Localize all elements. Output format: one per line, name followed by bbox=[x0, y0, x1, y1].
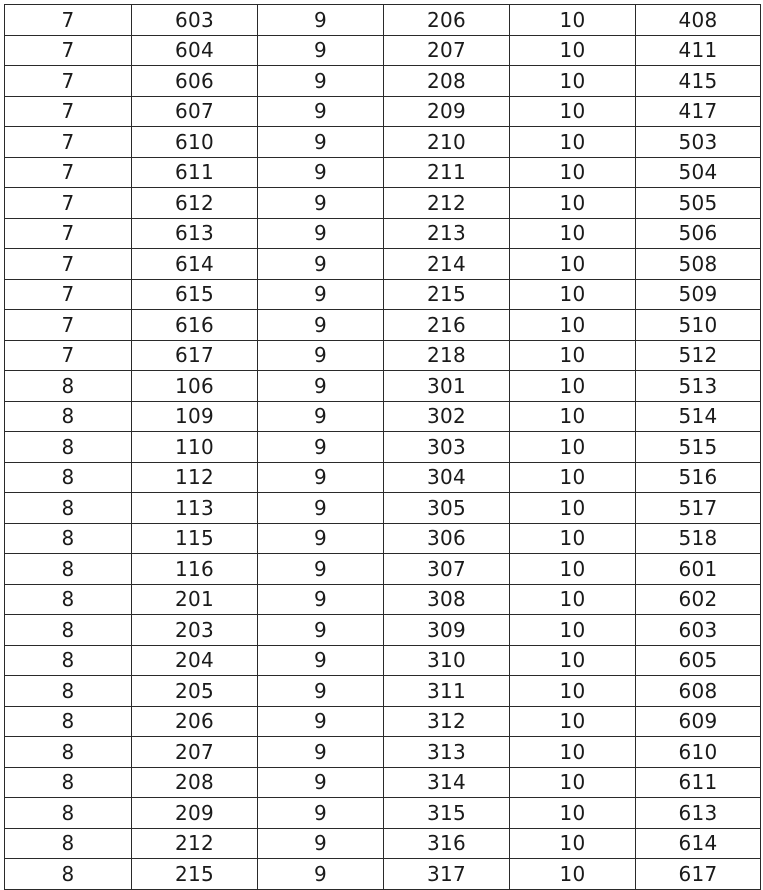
table-cell: 9 bbox=[258, 371, 384, 402]
table-cell: 510 bbox=[636, 310, 761, 341]
table-cell: 212 bbox=[384, 188, 510, 219]
table-row bbox=[5, 96, 761, 127]
table-cell: 10 bbox=[510, 66, 636, 97]
table-cell: 8 bbox=[5, 615, 132, 646]
table-cell: 10 bbox=[510, 310, 636, 341]
table-cell: 613 bbox=[636, 798, 761, 829]
table-row bbox=[5, 798, 761, 829]
table-row bbox=[5, 676, 761, 707]
table-cell: 8 bbox=[5, 462, 132, 493]
table-cell: 10 bbox=[510, 767, 636, 798]
table-cell: 504 bbox=[636, 157, 761, 188]
table-row bbox=[5, 66, 761, 97]
table-cell: 203 bbox=[132, 615, 258, 646]
table-cell: 609 bbox=[636, 706, 761, 737]
table-row bbox=[5, 401, 761, 432]
table-cell: 308 bbox=[384, 584, 510, 615]
table-cell: 208 bbox=[384, 66, 510, 97]
table-cell: 10 bbox=[510, 96, 636, 127]
table-cell: 201 bbox=[132, 584, 258, 615]
table-cell: 601 bbox=[636, 554, 761, 585]
table-cell: 611 bbox=[636, 767, 761, 798]
table-cell: 10 bbox=[510, 340, 636, 371]
table-cell: 518 bbox=[636, 523, 761, 554]
table-cell: 10 bbox=[510, 371, 636, 402]
table-row bbox=[5, 737, 761, 768]
table-cell: 7 bbox=[5, 96, 132, 127]
table-cell: 10 bbox=[510, 737, 636, 768]
table-row bbox=[5, 127, 761, 158]
table-cell: 218 bbox=[384, 340, 510, 371]
table-cell: 603 bbox=[132, 5, 258, 36]
table-cell: 7 bbox=[5, 188, 132, 219]
table-cell: 9 bbox=[258, 401, 384, 432]
table-cell: 9 bbox=[258, 66, 384, 97]
table-cell: 8 bbox=[5, 828, 132, 859]
table-cell: 9 bbox=[258, 676, 384, 707]
table-cell: 513 bbox=[636, 371, 761, 402]
table-cell: 112 bbox=[132, 462, 258, 493]
table-cell: 505 bbox=[636, 188, 761, 219]
table-cell: 7 bbox=[5, 279, 132, 310]
table-cell: 315 bbox=[384, 798, 510, 829]
data-table-container bbox=[4, 4, 760, 886]
table-cell: 216 bbox=[384, 310, 510, 341]
table-cell: 310 bbox=[384, 645, 510, 676]
table-cell: 9 bbox=[258, 523, 384, 554]
table-row bbox=[5, 218, 761, 249]
table-cell: 210 bbox=[384, 127, 510, 158]
table-cell: 208 bbox=[132, 767, 258, 798]
table-cell: 8 bbox=[5, 859, 132, 890]
table-cell: 303 bbox=[384, 432, 510, 463]
table-cell: 613 bbox=[132, 218, 258, 249]
table-cell: 9 bbox=[258, 462, 384, 493]
table-cell: 10 bbox=[510, 35, 636, 66]
table-cell: 209 bbox=[384, 96, 510, 127]
table-cell: 9 bbox=[258, 859, 384, 890]
table-cell: 9 bbox=[258, 157, 384, 188]
table-cell: 517 bbox=[636, 493, 761, 524]
table-cell: 606 bbox=[132, 66, 258, 97]
table-cell: 614 bbox=[132, 249, 258, 280]
table-row bbox=[5, 340, 761, 371]
table-cell: 314 bbox=[384, 767, 510, 798]
table-cell: 9 bbox=[258, 645, 384, 676]
table-cell: 411 bbox=[636, 35, 761, 66]
table-cell: 603 bbox=[636, 615, 761, 646]
table-cell: 10 bbox=[510, 432, 636, 463]
table-cell: 10 bbox=[510, 584, 636, 615]
table-cell: 10 bbox=[510, 249, 636, 280]
table-row bbox=[5, 554, 761, 585]
table-cell: 506 bbox=[636, 218, 761, 249]
table-cell: 610 bbox=[132, 127, 258, 158]
table-cell: 10 bbox=[510, 523, 636, 554]
table-cell: 10 bbox=[510, 188, 636, 219]
table-cell: 9 bbox=[258, 5, 384, 36]
table-cell: 10 bbox=[510, 645, 636, 676]
table-cell: 113 bbox=[132, 493, 258, 524]
table-cell: 9 bbox=[258, 249, 384, 280]
table-cell: 312 bbox=[384, 706, 510, 737]
table-cell: 9 bbox=[258, 310, 384, 341]
table-cell: 213 bbox=[384, 218, 510, 249]
table-cell: 7 bbox=[5, 5, 132, 36]
table-cell: 207 bbox=[132, 737, 258, 768]
table-cell: 305 bbox=[384, 493, 510, 524]
table-cell: 8 bbox=[5, 645, 132, 676]
table-row bbox=[5, 584, 761, 615]
table-cell: 7 bbox=[5, 127, 132, 158]
table-cell: 304 bbox=[384, 462, 510, 493]
table-cell: 7 bbox=[5, 249, 132, 280]
table-cell: 8 bbox=[5, 554, 132, 585]
table-cell: 7 bbox=[5, 35, 132, 66]
table-cell: 206 bbox=[132, 706, 258, 737]
table-cell: 207 bbox=[384, 35, 510, 66]
table-cell: 608 bbox=[636, 676, 761, 707]
table-cell: 614 bbox=[636, 828, 761, 859]
table-cell: 8 bbox=[5, 706, 132, 737]
table-row bbox=[5, 5, 761, 36]
table-cell: 206 bbox=[384, 5, 510, 36]
table-cell: 9 bbox=[258, 127, 384, 158]
table-cell: 7 bbox=[5, 310, 132, 341]
table-cell: 8 bbox=[5, 432, 132, 463]
table-cell: 417 bbox=[636, 96, 761, 127]
table-cell: 9 bbox=[258, 706, 384, 737]
table-cell: 9 bbox=[258, 96, 384, 127]
table-cell: 9 bbox=[258, 218, 384, 249]
table-cell: 602 bbox=[636, 584, 761, 615]
table-cell: 10 bbox=[510, 5, 636, 36]
table-cell: 301 bbox=[384, 371, 510, 402]
table-cell: 313 bbox=[384, 737, 510, 768]
data-table bbox=[4, 4, 761, 890]
table-cell: 8 bbox=[5, 401, 132, 432]
table-row bbox=[5, 157, 761, 188]
table-cell: 205 bbox=[132, 676, 258, 707]
table-cell: 415 bbox=[636, 66, 761, 97]
table-cell: 7 bbox=[5, 340, 132, 371]
table-cell: 7 bbox=[5, 218, 132, 249]
table-cell: 10 bbox=[510, 157, 636, 188]
table-row bbox=[5, 310, 761, 341]
table-cell: 9 bbox=[258, 432, 384, 463]
table-cell: 617 bbox=[132, 340, 258, 371]
table-cell: 9 bbox=[258, 828, 384, 859]
table-cell: 8 bbox=[5, 584, 132, 615]
table-cell: 212 bbox=[132, 828, 258, 859]
table-cell: 7 bbox=[5, 66, 132, 97]
table-row bbox=[5, 249, 761, 280]
table-cell: 211 bbox=[384, 157, 510, 188]
table-cell: 214 bbox=[384, 249, 510, 280]
table-cell: 8 bbox=[5, 767, 132, 798]
table-cell: 503 bbox=[636, 127, 761, 158]
table-cell: 317 bbox=[384, 859, 510, 890]
table-cell: 10 bbox=[510, 615, 636, 646]
table-cell: 9 bbox=[258, 798, 384, 829]
table-cell: 8 bbox=[5, 371, 132, 402]
table-cell: 7 bbox=[5, 157, 132, 188]
table-cell: 611 bbox=[132, 157, 258, 188]
table-cell: 10 bbox=[510, 798, 636, 829]
table-cell: 617 bbox=[636, 859, 761, 890]
table-cell: 106 bbox=[132, 371, 258, 402]
table-cell: 9 bbox=[258, 188, 384, 219]
table-cell: 509 bbox=[636, 279, 761, 310]
table-cell: 215 bbox=[132, 859, 258, 890]
table-cell: 605 bbox=[636, 645, 761, 676]
table-cell: 10 bbox=[510, 462, 636, 493]
table-cell: 10 bbox=[510, 493, 636, 524]
table-cell: 515 bbox=[636, 432, 761, 463]
table-cell: 9 bbox=[258, 737, 384, 768]
table-cell: 110 bbox=[132, 432, 258, 463]
table-cell: 10 bbox=[510, 706, 636, 737]
table-row bbox=[5, 371, 761, 402]
table-cell: 10 bbox=[510, 554, 636, 585]
table-row bbox=[5, 523, 761, 554]
table-cell: 307 bbox=[384, 554, 510, 585]
table-cell: 311 bbox=[384, 676, 510, 707]
table-row bbox=[5, 706, 761, 737]
table-cell: 8 bbox=[5, 523, 132, 554]
table-cell: 8 bbox=[5, 493, 132, 524]
table-cell: 607 bbox=[132, 96, 258, 127]
table-cell: 612 bbox=[132, 188, 258, 219]
table-cell: 604 bbox=[132, 35, 258, 66]
table-row bbox=[5, 859, 761, 890]
table-cell: 9 bbox=[258, 493, 384, 524]
table-body bbox=[5, 5, 761, 890]
table-cell: 306 bbox=[384, 523, 510, 554]
table-cell: 316 bbox=[384, 828, 510, 859]
table-cell: 514 bbox=[636, 401, 761, 432]
table-cell: 9 bbox=[258, 584, 384, 615]
table-cell: 508 bbox=[636, 249, 761, 280]
table-cell: 408 bbox=[636, 5, 761, 36]
table-cell: 10 bbox=[510, 218, 636, 249]
table-cell: 512 bbox=[636, 340, 761, 371]
table-row bbox=[5, 645, 761, 676]
table-row bbox=[5, 828, 761, 859]
table-row bbox=[5, 615, 761, 646]
table-cell: 309 bbox=[384, 615, 510, 646]
table-cell: 209 bbox=[132, 798, 258, 829]
table-row bbox=[5, 35, 761, 66]
table-cell: 9 bbox=[258, 279, 384, 310]
table-cell: 516 bbox=[636, 462, 761, 493]
table-row bbox=[5, 462, 761, 493]
table-cell: 10 bbox=[510, 676, 636, 707]
table-cell: 8 bbox=[5, 676, 132, 707]
table-cell: 302 bbox=[384, 401, 510, 432]
table-cell: 115 bbox=[132, 523, 258, 554]
table-cell: 10 bbox=[510, 859, 636, 890]
table-cell: 9 bbox=[258, 35, 384, 66]
table-row bbox=[5, 767, 761, 798]
table-cell: 204 bbox=[132, 645, 258, 676]
table-row bbox=[5, 493, 761, 524]
table-cell: 8 bbox=[5, 737, 132, 768]
table-cell: 215 bbox=[384, 279, 510, 310]
table-cell: 10 bbox=[510, 401, 636, 432]
table-cell: 616 bbox=[132, 310, 258, 341]
table-cell: 10 bbox=[510, 279, 636, 310]
table-cell: 615 bbox=[132, 279, 258, 310]
table-cell: 116 bbox=[132, 554, 258, 585]
table-cell: 9 bbox=[258, 340, 384, 371]
table-cell: 8 bbox=[5, 798, 132, 829]
table-row bbox=[5, 432, 761, 463]
table-cell: 9 bbox=[258, 615, 384, 646]
table-row bbox=[5, 188, 761, 219]
table-cell: 10 bbox=[510, 127, 636, 158]
table-cell: 9 bbox=[258, 767, 384, 798]
table-cell: 9 bbox=[258, 554, 384, 585]
table-cell: 109 bbox=[132, 401, 258, 432]
table-row bbox=[5, 279, 761, 310]
table-cell: 610 bbox=[636, 737, 761, 768]
table-cell: 10 bbox=[510, 828, 636, 859]
